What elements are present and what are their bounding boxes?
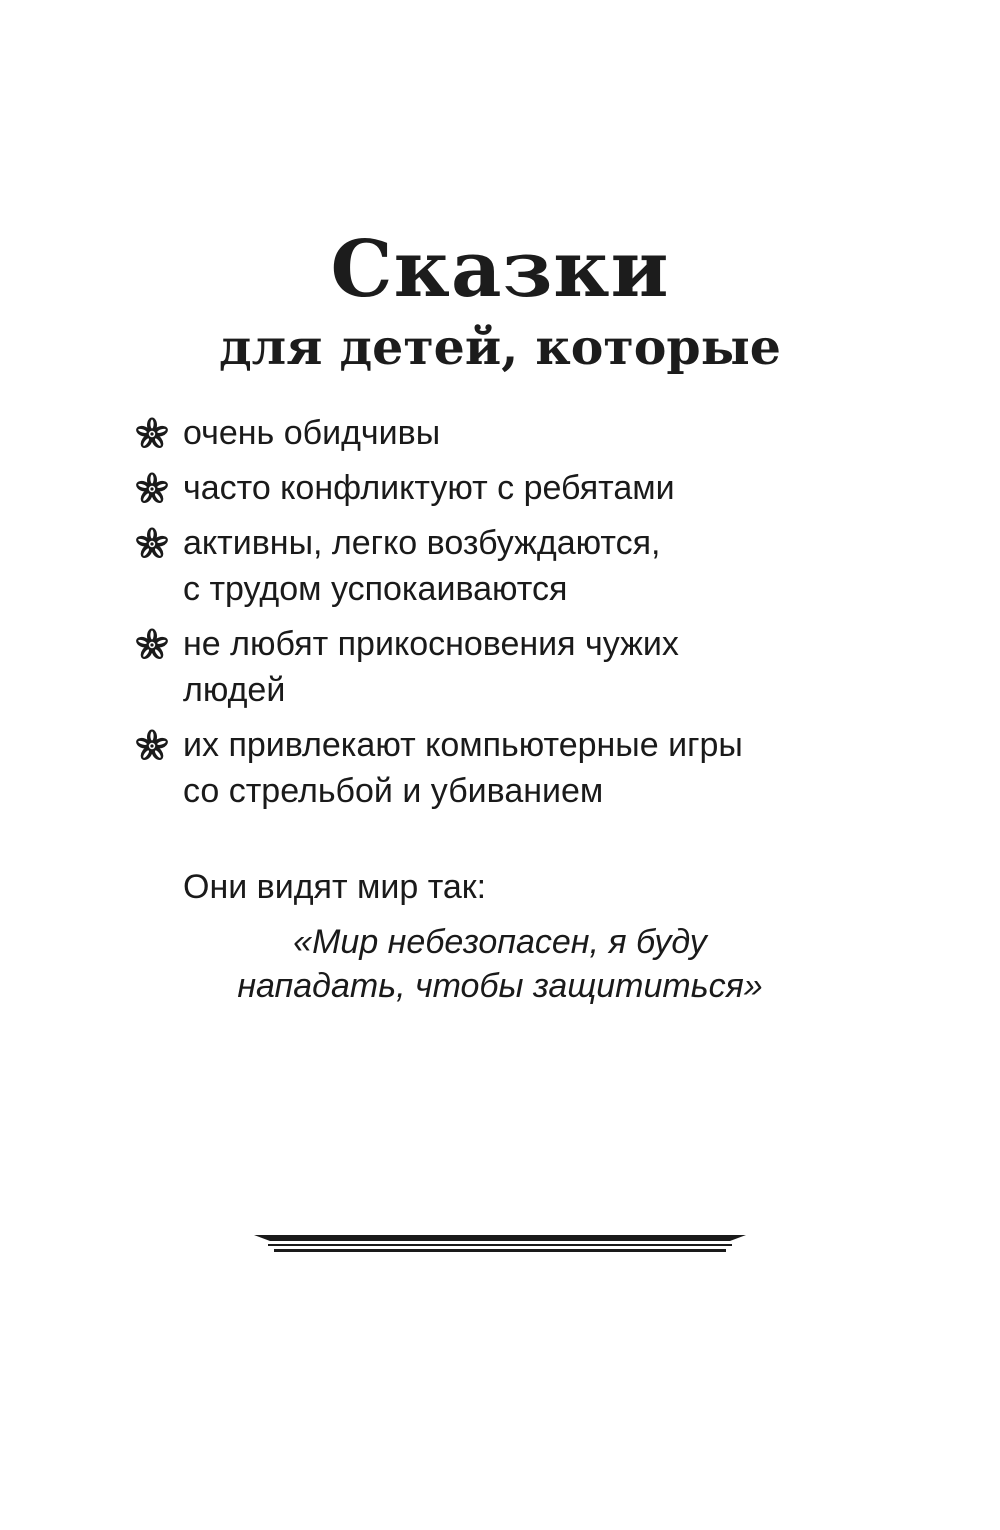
trait-text: активны, легко возбуждаются, [183, 524, 661, 562]
page-subtitle: для детей, которые [219, 318, 781, 376]
trait-text-continued: людей [183, 671, 286, 709]
trait-text-continued: с трудом успокаиваются [183, 570, 568, 608]
flower-bullet-icon [135, 729, 169, 763]
trait-text: их привлекают компьютерные игры [183, 726, 743, 764]
flower-bullet-icon [135, 628, 169, 662]
trait-text: часто конфликтуют с ребятами [183, 469, 675, 507]
worldview-quote [0, 920, 1000, 1008]
trait-item [135, 722, 935, 814]
page-title: Сказки [330, 224, 670, 315]
traits-list [135, 410, 935, 823]
flower-bullet-icon [135, 417, 169, 451]
trait-text: очень обидчивы [183, 414, 441, 452]
trait-item [135, 520, 935, 612]
quote-line: «Мир небезопасен, я буду [293, 923, 707, 961]
flower-bullet-icon [135, 527, 169, 561]
trait-item [135, 465, 935, 511]
flower-bullet-icon [135, 472, 169, 506]
trait-text: не любят прикосновения чужих [183, 625, 679, 663]
worldview-lead: Они видят мир так: [183, 868, 487, 906]
quote-line: нападать, чтобы защититься» [237, 967, 763, 1005]
trait-item [135, 410, 935, 456]
trait-item [135, 621, 935, 713]
trait-text-continued: со стрельбой и убиванием [183, 772, 604, 810]
decorative-divider [254, 1232, 746, 1256]
